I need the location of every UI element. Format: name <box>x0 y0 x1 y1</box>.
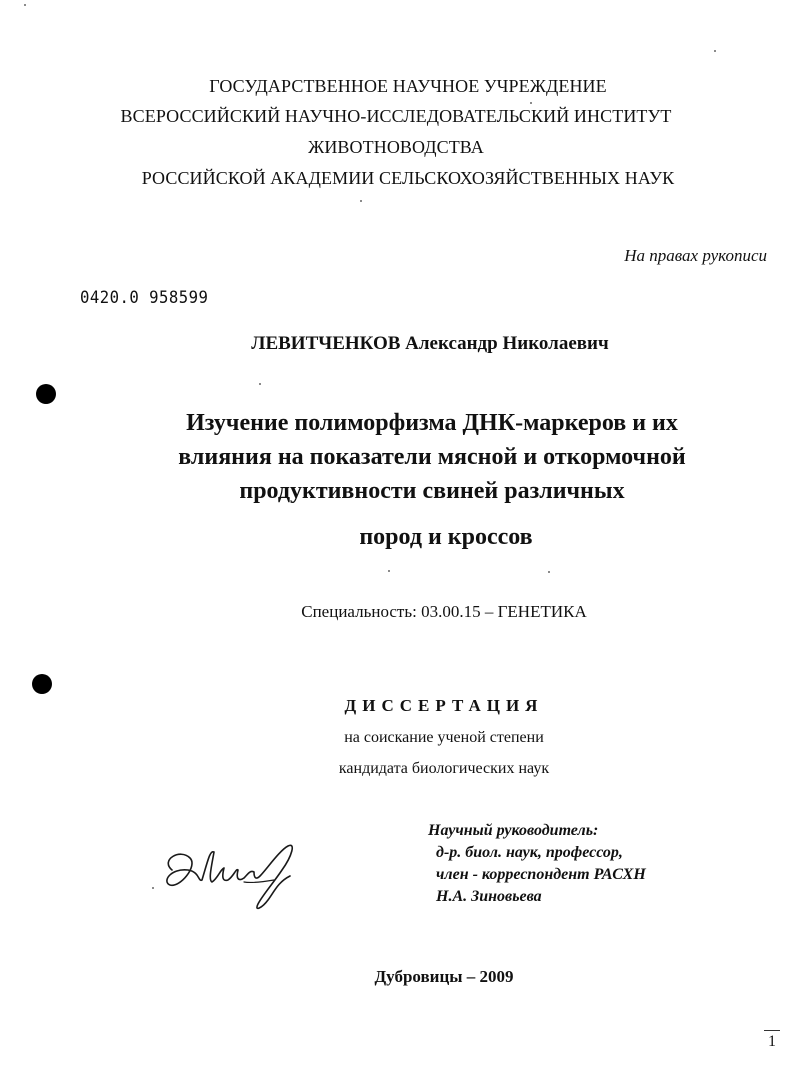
document-type: ДИССЕРТАЦИЯ <box>344 696 544 715</box>
supervisor-block <box>428 820 646 908</box>
registration-code: 0420.0 958599 <box>80 288 209 308</box>
author-name <box>0 333 792 355</box>
scan-speck <box>259 383 261 385</box>
title-line-3: продуктивности свиней различных <box>239 478 625 504</box>
degree-line-1: на соискание ученой степени <box>344 729 544 746</box>
institution-line-1: ГОСУДАРСТВЕННОЕ НАУЧНОЕ УЧРЕЖДЕНИЕ <box>209 76 607 96</box>
place-year: Дубровицы – 2009 <box>374 967 514 986</box>
scan-speck <box>388 570 390 572</box>
scan-speck <box>530 102 532 104</box>
title-line-2: влияния на показатели мясной и откормочной <box>178 444 686 470</box>
page-number: 1 <box>764 1030 780 1051</box>
scan-speck <box>360 200 362 202</box>
supervisor-name: Н.А. Зиновьева <box>436 888 542 905</box>
supervisor-title: член - корреспондент РАСХН <box>436 866 646 883</box>
institution-line-3: ЖИВОТНОВОДСТВА <box>308 137 484 157</box>
author-signature <box>150 830 320 920</box>
supervisor-heading: Научный руководитель: <box>428 822 599 839</box>
institution-line-4: РОССИЙСКОЙ АКАДЕМИИ СЕЛЬСКОХОЗЯЙСТВЕННЫХ НАУК <box>141 168 675 188</box>
title-line-4: пород и кроссов <box>359 524 533 550</box>
specialty: Специальность: 03.00.15 – ГЕНЕТИКА <box>301 602 587 621</box>
hole-punch-mark <box>36 384 56 404</box>
title-line-1: Изучение полиморфизма ДНК-маркеров и их <box>186 410 678 436</box>
author-given-names: Александр Николаевич <box>405 333 609 354</box>
institution-line-2: ВСЕРОССИЙСКИЙ НАУЧНО-ИССЛЕДОВАТЕЛЬСКИЙ ИНСТИТУТ <box>120 106 672 126</box>
hole-punch-mark <box>32 674 52 694</box>
rights-note: На правах рукописи <box>624 246 767 265</box>
scan-speck <box>714 50 716 52</box>
degree-line-2: кандидата биологических наук <box>338 760 550 777</box>
author-surname: ЛЕВИТЧЕНКОВ <box>251 333 401 354</box>
scan-speck <box>24 4 26 6</box>
supervisor-degree: д-р. биол. наук, профессор, <box>436 844 623 861</box>
scan-speck <box>548 571 550 573</box>
